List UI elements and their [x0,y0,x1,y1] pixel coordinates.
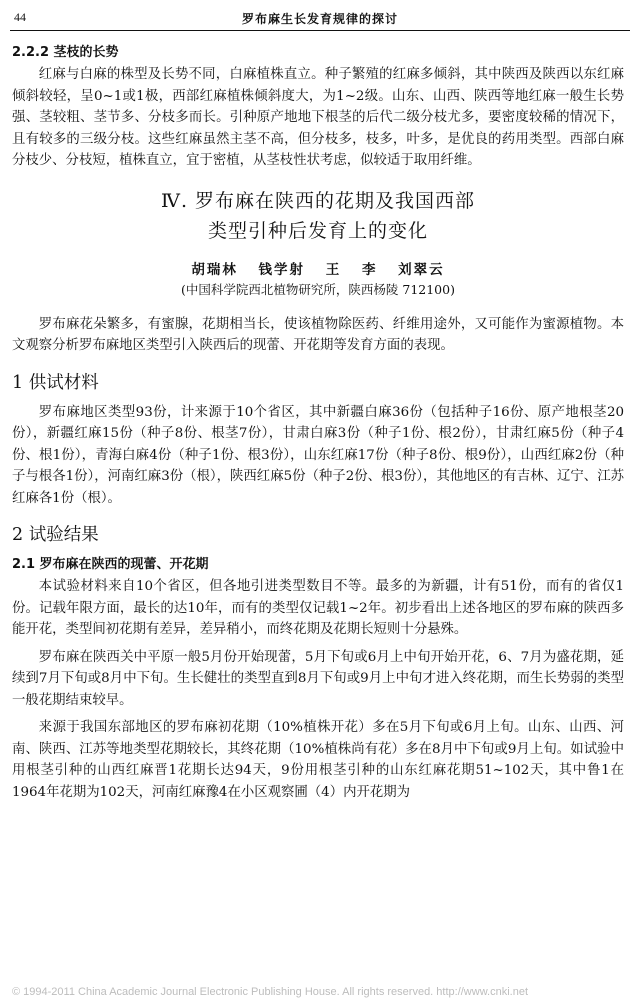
copyright-footer: © 1994-2011 China Academic Journal Electronic Publishing House. All rights reserved. http://www.cnki.net [12,986,529,998]
running-title: 罗布麻生长发育规律的探讨 [241,12,398,26]
affiliation: (中国科学院西北植物研究所，陕西杨陵 712100) [181,281,455,297]
page-number: 44 [14,10,26,24]
page-header [10,8,630,31]
section-2-title: 2 试验结果 [12,525,99,545]
section-2-1-paragraph-2: 罗布麻在陕西关中平原一般5月份开始现蕾，5月下旬或6月上中旬开始开花，6、7月为盛花期，延续到7月下旬或8月中下旬。生长健壮的类型直到8月下旬或9月上中旬才进入终花期，而生长势弱的类型一般花期结束较早。 [12,649,624,708]
section-2-2-2-paragraph: 红麻与白麻的株型及长势不同，白麻植株直立。种子繁殖的红麻多倾斜，其中陕西及陕西以东红麻倾斜较轻，呈0~1或1极，西部红麻植株倾斜度大，为1~2级。山东、山西、陕西等地红麻一般生长势强、茎较粗、茎节多、分枝多而长。引种原产地地下根茎的后代二级分枝尤多，要密度较稀的情况下，且有较多的三级分枝。这些红麻虽然主茎不高，但分枝多，枝多，叶多，是优良的药用类型。西部白麻分枝少、分枝短，植株直立，宜于密植，从茎枝性状考虑，似较适于取用纤维。 [12,67,624,168]
section-1-title: 1 供试材料 [12,372,99,393]
section-2-2-2-heading: 2.2.2 茎枝的长势 [12,45,119,60]
chapter-title-line-1: Ⅳ. 罗布麻在陕西的花期及我国西部 [160,189,476,212]
chapter-title [12,186,624,246]
section-2-1-heading: 2.1 罗布麻在陕西的现蕾、开花期 [12,557,209,572]
authors: 胡瑞林 钱学射 王 李 刘翠云 [191,261,445,278]
section-2-1-paragraph-1: 本试验材料来自10个省区，但各地引进类型数目不等。最多的为新疆，计有51份，而有的省仅1份。记载年限方面，最长的达10年，而有的类型仅记载1~2年。初步看出上述各地区的罗布麻的陕西多能开花，类型间初花期有差异，差异稍小，而终花期及花期长短则十分悬殊。 [12,579,624,637]
section-2-1-paragraph-3: 来源于我国东部地区的罗布麻初花期（10%植株开花）多在5月下旬或6月上旬。山东、山西、河南、陕西、江苏等地类型花期较长，其终花期（10%植株尚有花）多在8月中下旬或9月上旬。如试验中用根茎引种的山西红麻晋1花期长达94天，9份用根茎引种的山东红麻花期51~102天，其中鲁1在1964年花期为102天，河南红麻豫4在小区观察圃（4）内开花期为 [12,720,624,800]
chapter-title-line-2: 类型引种后发育上的变化 [207,219,428,242]
page-content [12,42,624,803]
section-1-paragraph: 罗布麻地区类型93份，计来源于10个省区，其中新疆白麻36份（包括种子16份、原产地根茎20份），新疆红麻15份（种子8份、根茎7份），甘肃白麻3份（种子1份、根2份），甘肃红麻5份（种子4份、根1份），青海白麻4份（种子1份、根3份），山东红麻17份（种子8份、根9份），山西红麻2份（种子与根各1份），河南红麻3份（根），陕西红麻5份（种子2份、根3份），其他地区的有吉林、辽宁、江苏红麻各1份（根）。 [12,404,624,506]
intro-paragraph: 罗布麻花朵繁多，有蜜腺，花期相当长，使该植物除医药、纤维用途外，又可能作为蜜源植物。本文观察分析罗布麻地区类型引入陕西后的现蕾、开花期等发育方面的表现。 [12,316,624,353]
